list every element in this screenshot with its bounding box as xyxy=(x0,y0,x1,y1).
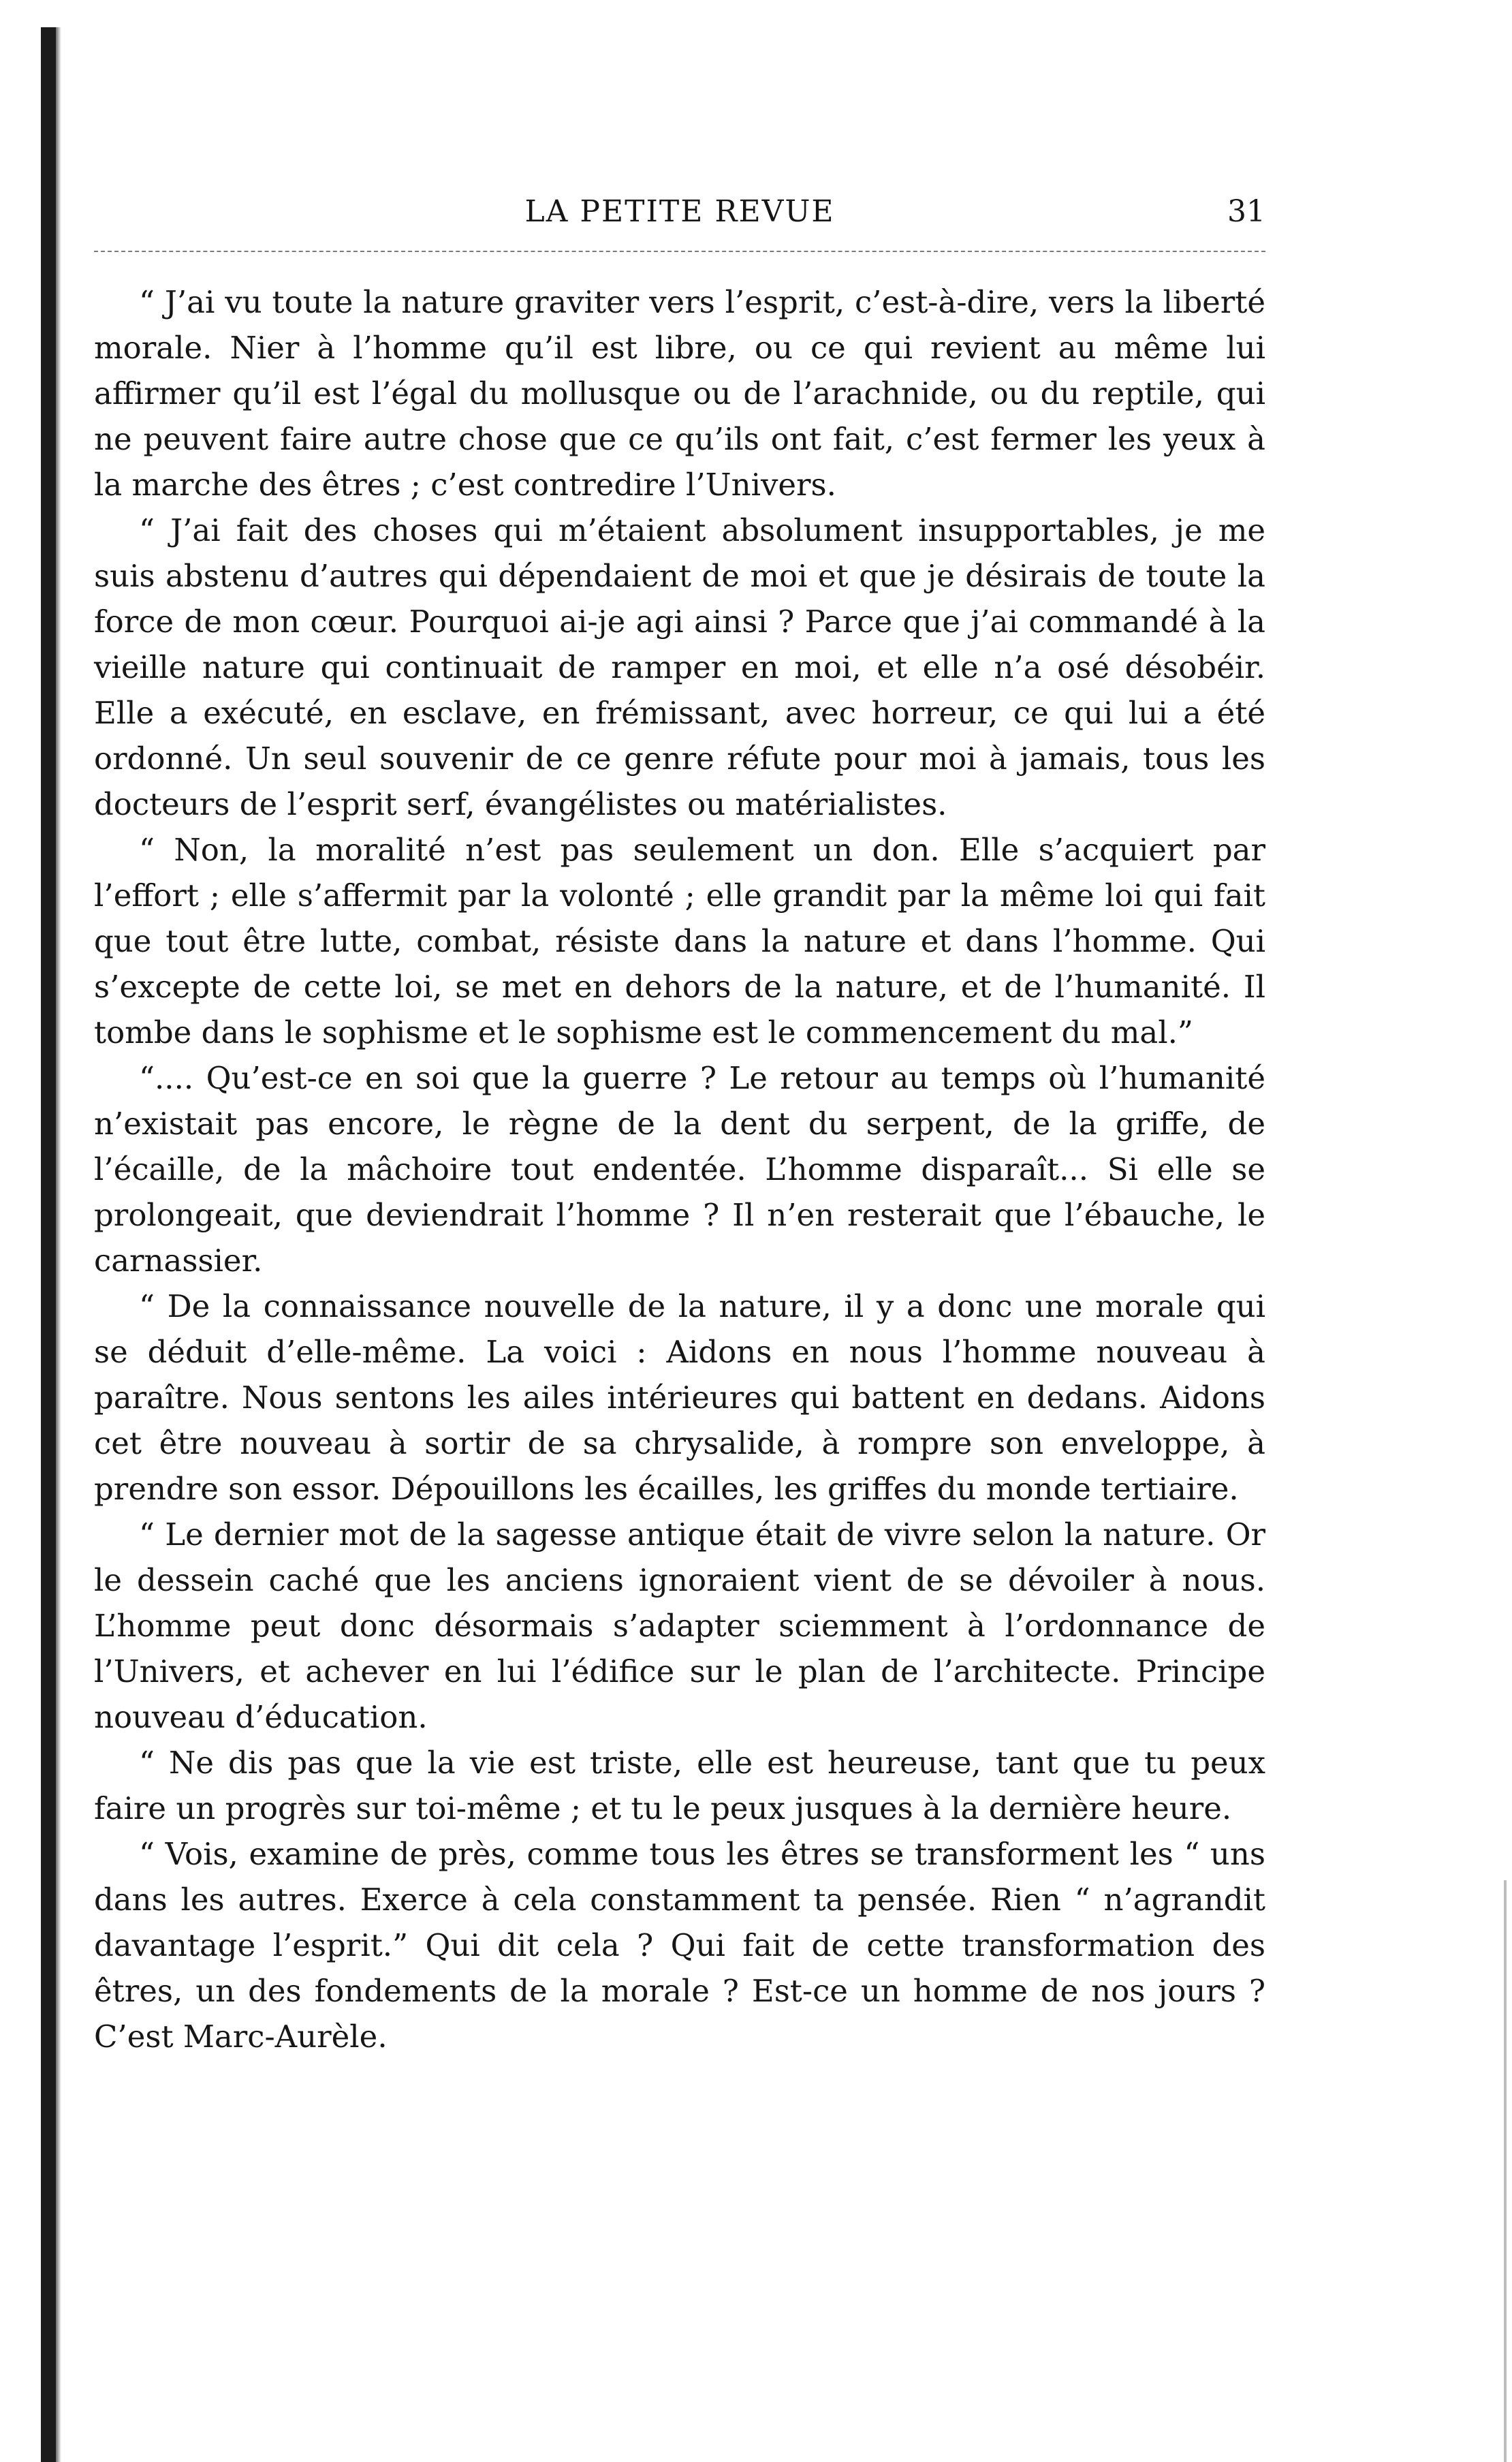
running-header xyxy=(94,193,1265,231)
paragraph: “ De la connaissance nouvelle de la nature, il y a donc une morale qui se déduit d’elle-même. La voici : Aidons en nous l’homme nouveau à paraître. Nous sentons les ailes intérieures qui battent en dedans. Aidons cet être nouveau à sortir de sa chrysalide, à rompre son enveloppe, à prendre son essor. Dépouillons les écailles, les griffes du monde tertiaire. xyxy=(94,1288,1265,1507)
running-title: LA PETITE REVUE xyxy=(524,194,835,229)
header-rule xyxy=(94,251,1265,252)
paragraph: “ Le dernier mot de la sagesse antique était de vivre selon la nature. Or le dessein caché que les anciens ignoraient vient de se dévoiler à nous. L’homme peut donc désormais s’adapter sciemment à l’ordonnance de l’Univers, et achever en lui l’édifice sur le plan de l’architecte. Principe nouveau d’éducation. xyxy=(94,1516,1265,1735)
paragraph: “.... Qu’est-ce en soi que la guerre ? Le retour au temps où l’humanité n’existait pas encore, le règne de la dent du serpent, de la griffe, de l’écaille, de la mâchoire tout endentée. L’homme disparaît... Si elle se prolongeait, que deviendrait l’homme ? Il n’en resterait que l’ébauche, le carnassier. xyxy=(94,1060,1265,1279)
paragraph: “ Ne dis pas que la vie est triste, elle est heureuse, tant que tu peux faire un progrès sur toi-même ; et tu le peux jusques à la dernière heure. xyxy=(94,1745,1265,1826)
paragraph: “ J’ai fait des choses qui m’étaient absolument insupportables, je me suis abstenu d’autres qui dépendaient de moi et que je désirais de toute la force de mon cœur. Pourquoi ai-je agi ainsi ? Parce que j’ai commandé à la vieille nature qui continuait de ramper en moi, et elle n’a osé désobéir. Elle a exécuté, en esclave, en frémissant, avec horreur, ce qui lui a été ordonné. Un seul souvenir de ce genre réfute pour moi à jamais, tous les docteurs de l’esprit serf, évangélistes ou matérialistes. xyxy=(94,512,1265,822)
page-binding-shadow xyxy=(56,27,61,2462)
body-text xyxy=(94,279,1265,2059)
page-right-edge xyxy=(1504,1880,1507,2462)
page-binding-edge xyxy=(41,27,56,2462)
paragraph: “ Vois, examine de près, comme tous les êtres se transforment les “ uns dans les autres. Exerce à cela constamment ta pensée. Rien “ n’agrandit davantage l’esprit.” Qui dit cela ? Qui fait de cette transformation des êtres, un des fondements de la morale ? Est-ce un homme de nos jours ? C’est Marc-Aurèle. xyxy=(94,1836,1265,2055)
paragraph: “ Non, la moralité n’est pas seulement un don. Elle s’acquiert par l’effort ; elle s’affermit par la volonté ; elle grandit par la même loi qui fait que tout être lutte, combat, résiste dans la nature et dans l’homme. Qui s’excepte de cette loi, se met en dehors de la nature, et de l’humanité. Il tombe dans le sophisme et le sophisme est le commencement du mal.” xyxy=(94,832,1265,1050)
paragraph: “ J’ai vu toute la nature graviter vers l’esprit, c’est-à-dire, vers la liberté morale. Nier à l’homme qu’il est libre, ou ce qui revient au même lui affirmer qu’il est l’égal du mollusque ou de l’arachnide, ou du reptile, qui ne peuvent faire autre chose que ce qu’ils ont fait, c’est fermer les yeux à la marche des êtres ; c’est contredire l’Univers. xyxy=(94,284,1265,503)
page-number: 31 xyxy=(1227,194,1265,229)
